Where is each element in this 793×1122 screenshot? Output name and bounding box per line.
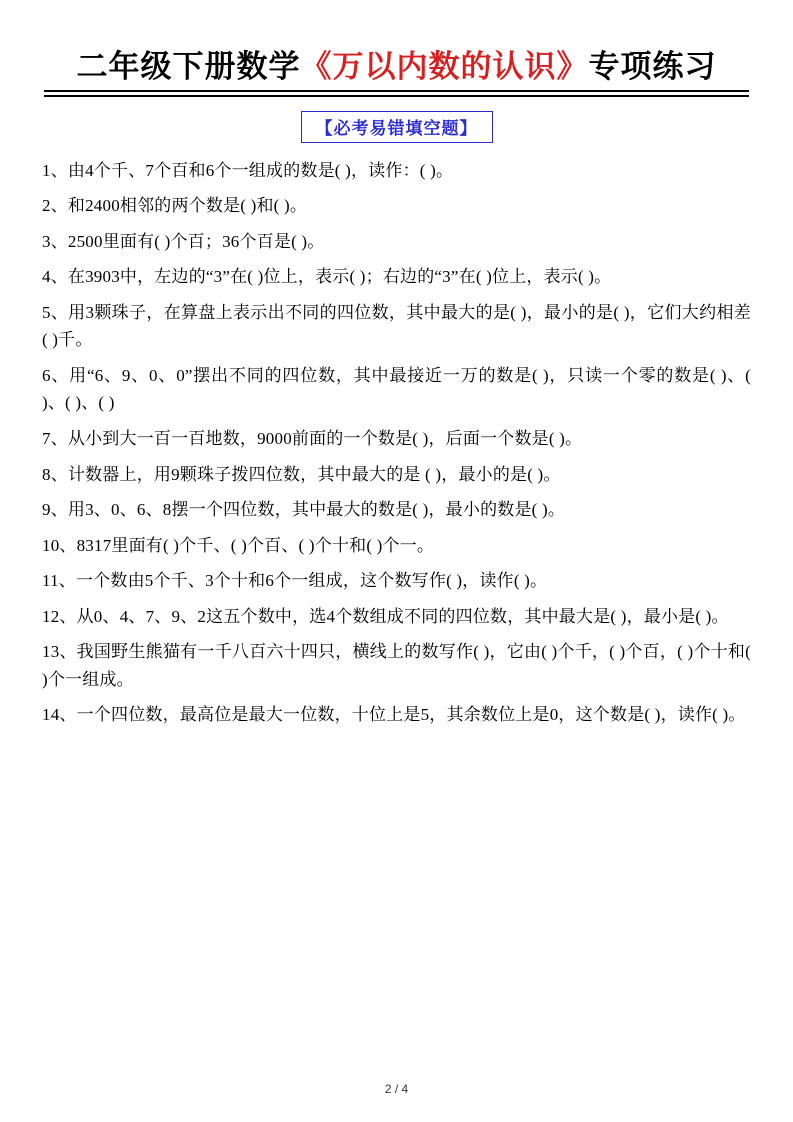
question-item: 5、用3颗珠子，在算盘上表示出不同的四位数，其中最大的是( )，最小的是( )，它们大约相差( )千。	[42, 302, 751, 350]
question-item: 3、2500里面有( )个百；36个百是( )。	[42, 231, 325, 251]
page-title	[42, 48, 751, 87]
section-heading	[42, 111, 751, 143]
question-item: 1、由4个千、7个百和6个一组成的数是( )，读作：( )。	[42, 160, 454, 180]
page-title-part3: 专项练习	[588, 49, 717, 84]
question-item: 6、用“6、9、0、0”摆出不同的四位数，其中最接近一万的数是( )，只读一个零的数是( )、( )、( )、( )	[42, 365, 751, 413]
question-item: 8、计数器上，用9颗珠子拨四位数，其中最大的是 ( )，最小的是( )。	[42, 464, 561, 484]
question-list	[42, 157, 751, 729]
page-title-part2: 《万以内数的认识》	[300, 49, 589, 84]
section-heading-label: 【必考易错填空题】	[301, 111, 493, 143]
page-footer	[0, 1082, 793, 1096]
page-title-block	[42, 48, 751, 97]
title-divider	[44, 90, 749, 97]
question-item: 2、和2400相邻的两个数是( )和( )。	[42, 196, 308, 216]
page-number: 2 / 4	[384, 1082, 409, 1096]
question-item: 11、一个数由5个千、3个十和6个一组成，这个数写作( )，读作( )。	[42, 571, 548, 591]
page-title-part1: 二年级下册数学	[76, 49, 301, 84]
question-item: 13、我国野生熊猫有一千八百六十四只，横线上的数写作( )，它由( )个千，( )个百，( )个十和( )个一组成。	[42, 642, 751, 689]
question-item: 14、一个四位数，最高位是最大一位数，十位上是5，其余数位上是0，这个数是( )，读作( )。	[42, 705, 746, 725]
question-item: 9、用3、0、6、8摆一个四位数，其中最大的数是( )，最小的数是( )。	[42, 500, 566, 520]
question-item: 7、从小到大一百一百地数，9000前面的一个数是( )，后面一个数是( )。	[42, 429, 583, 448]
question-item: 12、从0、4、7、9、2这五个数中，选4个数组成不同的四位数，其中最大是( )，最小是( )。	[42, 606, 729, 626]
question-item: 10、8317里面有( )个千、( )个百、( )个十和( )个一。	[42, 535, 435, 555]
question-item: 4、在3903中，左边的“3”在( )位上，表示( )；右边的“3”在( )位上，表示( )。	[42, 267, 612, 287]
